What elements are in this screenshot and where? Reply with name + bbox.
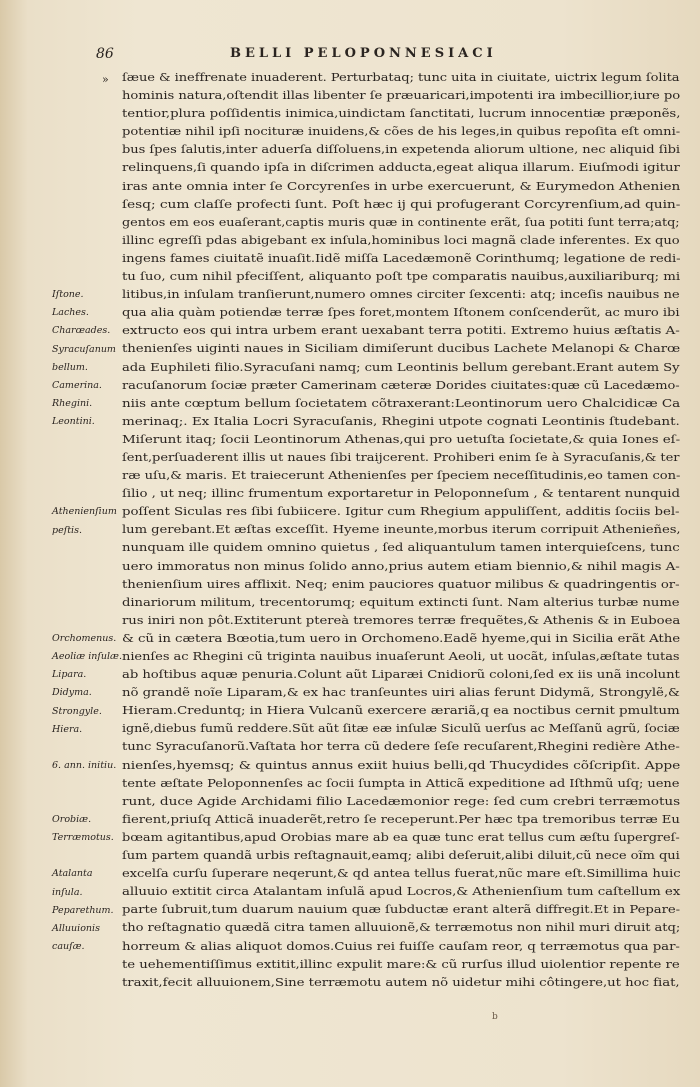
- text-line: bus ſpes ſalutis,inter aduerſa diſſoluens,in expetenda aliorum ultione, nec aliquid ſibi: [122, 142, 680, 157]
- text-line: alluuio extitit circa Atalantam inſulã apud Locros,& Athenienſium tum caſtellum ex: [122, 884, 681, 899]
- text-line: racuſanorum ſociæ præter Camerinam cæteræ Dorides ciuitates:quæ cũ Lacedæmo-: [122, 377, 680, 392]
- margin-note: Strongyle.: [52, 705, 102, 717]
- text-line: excelſa curſu ſuperare neqerunt,& qd antea tellus fuerat,nũc mare eſt.Simillima huic: [122, 866, 681, 881]
- margin-note: bellum.: [52, 361, 88, 373]
- margin-note: inſula.: [52, 886, 83, 898]
- text-line: traxit,fecit alluuionem,Sine terræmotu autem nõ uidetur mihi côtingere,ut hoc fiat,: [122, 974, 680, 989]
- margin-note: Alluuionis: [52, 922, 100, 934]
- text-line: ſæue & ineffrenate inuaderent. Perturbataq; tunc uita in ciuitate, uictrix legum ſolita: [122, 70, 680, 84]
- text-line: iras ante omnia inter ſe Corcyrenſes in urbe exercuerunt, & Eurymedon Athenien: [122, 178, 681, 193]
- text-line: te uehementiſſimus extitit,illinc expulit mare:& cũ rurſus illud uiolentior repente re: [122, 956, 680, 971]
- text-line: rus iniri non pôt.Extiterunt ptereà tremores terræ frequẽtes,& Athenis & in Euboea: [122, 612, 681, 627]
- margin-note: Peparethum.: [52, 904, 114, 916]
- text-line: tunc Syracuſanorũ.Vaſtata hor terra cũ dedere ſeſe recuſarent,Rhegini redière Athe-: [122, 739, 680, 754]
- text-line: nõ grandẽ noĩe Liparam,& ex hac tranſeuntes uiri alias ferunt Didymã, Strongylẽ,&: [122, 685, 680, 700]
- margin-note: Aeoliæ inſulæ.: [52, 651, 123, 663]
- text-line: ſesq; cum claſſe profecti ſunt. Poſt hæc ij qui profugerant Corcyrenſium,ad quin-: [122, 196, 681, 211]
- text-line: tu ſuo, cum nihil pfeciſſent, aliquanto poſt tpe comparatis nauibus,auxiliariburq; mi: [122, 269, 681, 284]
- page-header: [0, 46, 700, 68]
- text-line: & cũ in cætera Bœotia,tum uero in Orchomeno.Eadẽ hyeme,qui in Sicilia erãt Athe: [122, 630, 681, 645]
- text-line: nienſes,hyemsq; & quintus annus exiit huius belli,qd Thucydides cõſcripſit. Appe: [122, 757, 681, 772]
- text-line: relinquens,ſi quando ipſa in diſcrimen adducta,egeat aliqua illarum. Eiuſmodi igitur: [122, 160, 680, 175]
- text-line: niis ante cœptum bellum ſocietatem cõtraxerant:Leontinorum uero Chalcidicæ Ca: [122, 395, 681, 410]
- text-line: gentos em eos euaſerant,captis muris quæ in continente erãt, ſua potiti ſunt terra;atq;: [122, 214, 680, 229]
- text-line: Miſerunt itaq; ſocii Leontinorum Athenas,qui pro uetuſta ſocietate,& quia Iones eſ-: [122, 431, 681, 446]
- page-number: 86: [96, 46, 114, 62]
- text-line: litibus,in inſulam tranſierunt,numero omnes circiter ſexcenti: atq; inceſis nauibus ne: [122, 287, 680, 302]
- margin-note: Camerina.: [52, 379, 102, 391]
- main-text: [122, 68, 680, 991]
- text-line: thenienſium uires afflixit. Neq; enim pauciores quatuor milibus & quadringentis or-: [122, 576, 680, 591]
- text-line: nunquam ille quidem omnino quietus , ſed aliquantulum tamen interquieſcens, tunc: [122, 540, 680, 555]
- text-line: parte ſubruit,tum duarum nauium quæ ſubductæ erant alterã diffregit.Et in Pepare-: [122, 902, 680, 917]
- text-line: ræ uſu,& maris. Et traiecerunt Athenienſes per ſpeciem neceſſitudinis,eo tamen con-: [122, 468, 681, 483]
- text-line: qua alia quàm potiendæ terræ ſpes foret,montem Iſtonem conſcenderũt, ac muro ibi: [122, 305, 680, 320]
- margin-note: Atalanta: [52, 868, 93, 880]
- text-line: tho reſtagnatio quædã citra tamen alluuionẽ,& terræmotus non nihil muri diruit atq;: [122, 920, 681, 935]
- margin-note: Iſtone.: [52, 289, 84, 301]
- margin-mark: »: [102, 73, 109, 86]
- margin-note: peſtis.: [52, 524, 82, 536]
- margin-note: Leontini.: [52, 415, 95, 427]
- text-line: tentior,plura poſſidentis inimica,uindictam ſanctitati, lucrum innocentiæ præponẽs,: [122, 106, 681, 121]
- text-line: ſilio , ut neq; illinc frumentum exportaretur in Peloponneſum , & tentarent nunquid: [122, 486, 680, 501]
- margin-note: Lipara.: [52, 669, 87, 681]
- margin-notes: [52, 78, 122, 978]
- signature-mark: b: [492, 1012, 498, 1022]
- text-line: lum gerebant.Et æſtas exceſſit. Hyeme ineunte,morbus iterum corripuit Athenieñes,: [122, 522, 681, 537]
- text-line: ingens fames ciuitatẽ inuaſit.Iidẽ miſſa Lacedæmonẽ Corinthumq; legatione de redi-: [122, 250, 681, 265]
- text-line: uero immoratus non minus ſolido anno,prius autem etiam biennio,& nihil magis A-: [122, 558, 680, 573]
- margin-note: Laches.: [52, 307, 89, 319]
- text-line: potentiæ nihil ipſi nocituræ inuidens,& cões de his leges,in quibus repoſita eſt omni-: [122, 124, 681, 139]
- margin-note: Hiera.: [52, 723, 83, 735]
- text-line: bœam agitantibus,apud Orobias mare ab ea quæ tunc erat tellus cum æſtu ſupergreſ-: [122, 829, 680, 844]
- margin-note: Charœades.: [52, 325, 111, 337]
- text-line: ſum partem quandã urbis reſtagnauit,eamq; alibi deſeruit,alibi diluit,cũ nece oĩm qui: [122, 848, 680, 863]
- text-line: thenienſes uiginti naues in Siciliam dimiſerunt ducibus Lachete Melanopi & Charœ: [122, 341, 681, 356]
- text-line: hominis natura,oſtendit illas libenter ſe præuaricari,impotenti ira imbecillior,iure po: [122, 88, 681, 103]
- text-line: Hieram.Creduntq; in Hiera Vulcanũ exercere ærariã,q ea noctibus cernit pmultum: [122, 703, 680, 718]
- text-line: runt, duce Agide Archidami filio Lacedæmonior rege: ſed cum crebri terræmotus: [122, 793, 681, 808]
- text-line: merinaq;. Ex Italia Locri Syracuſanis, Rhegini utpote cognati Leontinis ſtudebant.: [122, 413, 680, 428]
- text-line: ignẽ,diebus fumũ reddere.Sũt aũt ſitæ eæ inſulæ Siculũ uerſus ac Meſſanũ agrũ, ſociæ: [122, 721, 680, 736]
- margin-note: Orchomenus.: [52, 633, 117, 645]
- margin-note: Didyma.: [52, 687, 92, 699]
- text-line: illinc egreſſi pdas abigebant ex inſula,hominibus loci magnã clade inferentes. Ex quo: [122, 232, 680, 247]
- text-line: fierent,priuſq Atticã inuaderẽt,retro ſe receperunt.Per hæc tpa tremoribus terræ Eu: [122, 811, 680, 826]
- margin-note: cauſæ.: [52, 940, 85, 952]
- margin-note: 6. ann. initiu.: [52, 759, 117, 771]
- text-line: poſſent Siculas res ſibi ſubiicere. Igitur cum Rhegium appuliſſent, additis ſociis bel-: [122, 504, 680, 519]
- text-line: ada Euphileti filio.Syracuſani namq; cum Leontinis bellum gerebant.Erant autem Sy: [122, 359, 680, 374]
- text-line: ab hoſtibus aquæ penuria.Colunt aũt Liparæi Cnidiorũ coloni,ſed ex iis unã incolunt: [122, 667, 680, 682]
- margin-note: Orobiæ.: [52, 814, 92, 826]
- text-line: ſent,perſuaderent illis ut naues ſibi traijcerent. Prohiberi enim ſe à Syracuſanis,& ter: [122, 449, 680, 464]
- text-line: tente æſtate Peloponnenſes ac ſocii ſumpta in Atticã expeditione ad Iſthmũ uſq; uene: [122, 775, 680, 790]
- running-head: BELLI PELOPONNESIACI: [230, 46, 497, 61]
- margin-note: Syracuſanum: [52, 343, 116, 355]
- text-line: nienſes ac Rhegini cũ triginta nauibus inuaſerunt Aeoli, ut uocãt, inſulas,æſtate tutas: [122, 649, 680, 663]
- text-line: dinariorum militum, trecentorumq; equitum extincti ſunt. Nam alterius turbæ nume: [122, 594, 680, 609]
- text-line: horreum & alias aliquot domos.Cuius rei fuiſſe cauſam reor, q terræmotus qua par-: [122, 938, 680, 953]
- margin-note: Athenienſium: [52, 506, 117, 518]
- margin-note: Terræmotus.: [52, 832, 114, 844]
- text-line: extructo eos qui intra urbem erant uexabant terra potiti. Extremo huius æſtatis A-: [122, 323, 680, 338]
- margin-note: Rhegini.: [52, 397, 93, 409]
